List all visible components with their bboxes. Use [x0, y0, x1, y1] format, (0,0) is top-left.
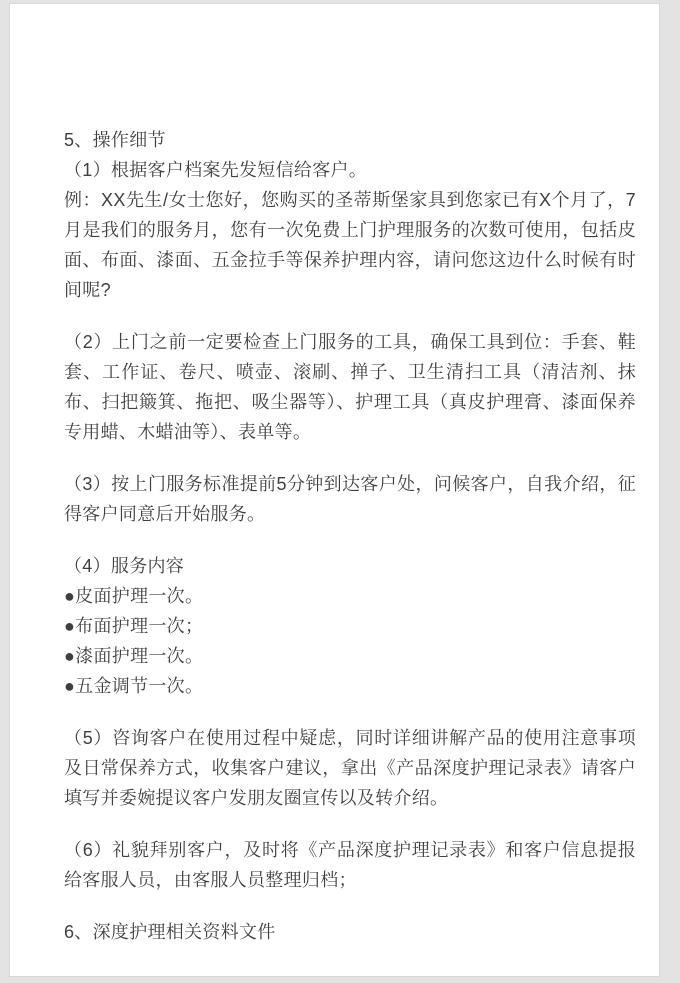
- service-bullet-hardware: ●五金调节一次。: [64, 676, 204, 696]
- item-3-paragraph: （3）按上门服务标准提前5分钟到达客户处，问候客户，自我介绍，征得客户同意后开始服务。: [64, 474, 636, 524]
- item-5-paragraph: （5）咨询客户在使用过程中疑虑，同时详细讲解产品的使用注意事项及日常保养方式，收集客户建议，拿出《产品深度护理记录表》请客户填写并委婉提议客户发朋友圈宣传以及转介绍。: [64, 728, 636, 808]
- page-content: [10, 4, 659, 947]
- document-page: [9, 3, 660, 977]
- service-bullet-leather: ●皮面护理一次。: [64, 586, 204, 606]
- item-4-block: [64, 551, 636, 701]
- item-4-heading: （4）服务内容: [64, 556, 185, 576]
- item-2-paragraph: （2）上门之前一定要检查上门服务的工具，确保工具到位：手套、鞋套、工作证、卷尺、喷壶、滚刷、掸子、卫生清扫工具（清洁剂、抹布、扫把簸箕、拖把、吸尘器等）、护理工具（真皮护理膏、漆面保养专用蜡、木蜡油等）、表单等。: [64, 332, 636, 442]
- item-6-paragraph: （6）礼貌拜别客户，及时将《产品深度护理记录表》和客户信息提报给客服人员，由客服人员整理归档；: [64, 840, 636, 890]
- section-5-block: [64, 125, 636, 305]
- section-5-heading: 5、操作细节: [64, 130, 166, 150]
- service-bullet-fabric: ●布面护理一次；: [64, 616, 204, 636]
- item-1-intro: （1）根据客户档案先发短信给客户。: [64, 160, 368, 180]
- service-bullet-paint: ●漆面护理一次。: [64, 646, 204, 666]
- item-1-example-text: 例：XX先生/女士您好，您购买的圣蒂斯堡家具到您家已有X个月了，7月是我们的服务月，您有一次免费上门护理服务的次数可使用，包括皮面、布面、漆面、五金拉手等保养护理内容，请问您这边什么时候有时间呢?: [64, 190, 636, 300]
- section-6-heading: 6、深度护理相关资料文件: [64, 922, 276, 942]
